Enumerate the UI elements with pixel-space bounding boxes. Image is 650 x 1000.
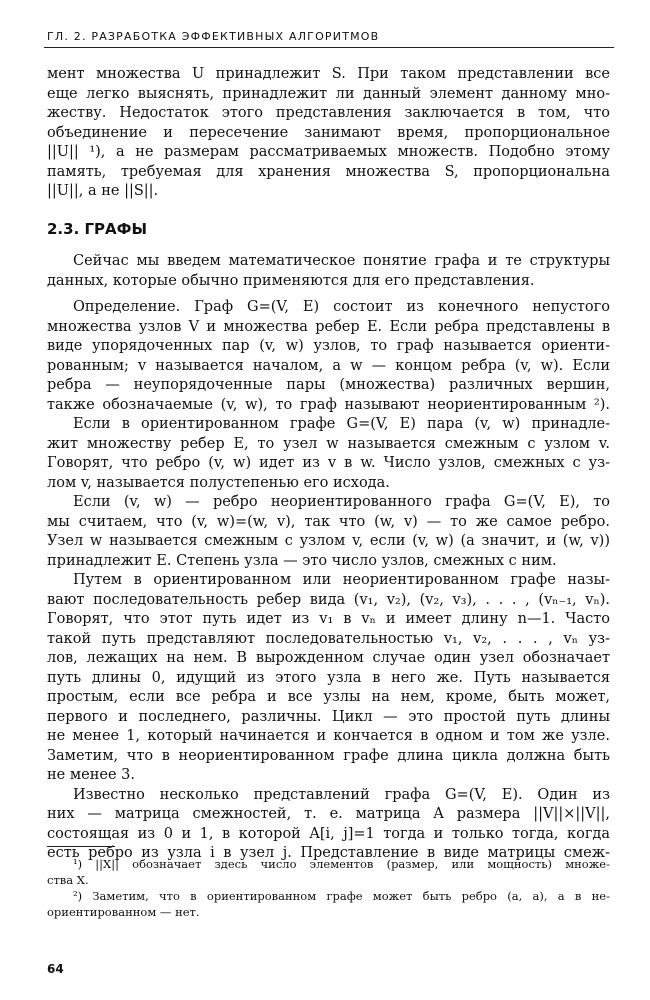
text-line: мент множества U принадлежит S. При таком представлении все — [47, 66, 610, 82]
text-line: Сейчас мы введем математическое понятие графа и те структуры — [73, 253, 610, 269]
text-line: путь длины 0, идущий из этого узла в него же. Путь называется — [47, 669, 610, 686]
text-line: еще легко выяснять, принадлежит ли данный элемент данному мно- — [47, 85, 610, 102]
footnote-line: ориентированном — нет. — [47, 905, 200, 919]
footnotes — [47, 856, 610, 920]
text-line: Заметим, что в неориентированном графе длина цикла должна быть — [47, 747, 610, 764]
text-line: Путем в ориентированном или неориентированном графе назы- — [73, 572, 610, 588]
text-line: ||U||, а не ||S||. — [47, 183, 159, 199]
running-header: ГЛ. 2. РАЗРАБОТКА ЭФФЕКТИВНЫХ АЛГОРИТМОВ — [47, 30, 380, 43]
text-line: не менее 3. — [47, 767, 135, 783]
text-line: жит множеству ребер E, то узел w называется смежным с узлом v. — [47, 435, 610, 452]
text-line: мы считаем, что (v, w)=(w, v), так что (w, v) — то же самое ребро. — [47, 513, 610, 530]
text-line: лом v, называется полустепенью его исхода. — [47, 474, 390, 491]
text-line: ребра — неупорядоченные пары (множества) различных вершин, — [47, 377, 610, 393]
footnote-line: ¹) ||X|| обозначает здесь число элементов (размер, или мощность) множе- — [73, 857, 610, 871]
text-line: вают последовательность ребер вида (v₁, v₂), (v₂, v₃), . . . , (vₙ₋₁, vₙ). — [47, 591, 610, 608]
text-line: память, требуемая для хранения множества S, пропорциональна — [47, 163, 610, 180]
footnote-line: ства X. — [47, 873, 89, 887]
intro-paragraph — [47, 65, 610, 202]
text-line: множества узлов V и множества ребер E. Если ребра представлены в — [47, 318, 610, 335]
text-line: Если в ориентированном графе G=(V, E) пара (v, w) принадле- — [73, 416, 610, 432]
text-line: Известно несколько представлений графа G=(V, E). Один из — [73, 786, 610, 803]
definition-paragraph — [47, 298, 610, 864]
text-line: Определение. Граф G=(V, E) состоит из конечного непустого — [73, 299, 610, 315]
text-line: объединение и пересечение занимают время, пропорциональное — [47, 124, 610, 141]
header-rule — [44, 47, 614, 48]
text-line: не менее 1, который начинается и кончается в одном и том же узле. — [47, 728, 610, 744]
text-line: также обозначаемые (v, w), то граф называют неориентированным ²). — [47, 396, 610, 413]
text-line: есть ребро из узла i в узел j. Представление в виде матрицы смеж- — [47, 845, 610, 861]
text-line: жеству. Недостаток этого представления заключается в том, что — [47, 105, 610, 121]
text-line: данных, которые обычно применяются для его представления. — [47, 272, 535, 289]
text-line: состоящая из 0 и 1, в которой A[i, j]=1 тогда и только тогда, когда — [47, 825, 610, 842]
text-line: Узел w называется смежным с узлом v, если (v, w) (а значит, и (w, v)) — [47, 533, 610, 549]
section-intro-paragraph — [47, 252, 610, 291]
text-line: ||U|| ¹), а не размерам рассматриваемых множеств. Подобно этому — [47, 144, 610, 160]
text-line: такой путь представляют последовательностью v₁, v₂, . . . , vₙ уз- — [47, 630, 610, 647]
text-line: принадлежит E. Степень узла — это число узлов, смежных с ним. — [47, 552, 557, 569]
text-line: Если (v, w) — ребро неориентированного графа G=(V, E), то — [73, 494, 610, 510]
text-line: виде упорядоченных пар (v, w) узлов, то граф называется ориенти- — [47, 338, 610, 354]
text-line: рованным; v называется началом, а w — концом ребра (v, w). Если — [47, 357, 610, 374]
footnote-rule — [47, 846, 115, 847]
section-heading: 2.3. ГРАФЫ — [47, 220, 148, 238]
text-line: Говорят, что ребро (v, w) идет из v в w. Число узлов, смежных с уз- — [47, 455, 610, 471]
text-line: лов, лежащих на нем. В вырожденном случае один узел обозначает — [47, 650, 610, 666]
footnote-line: ²) Заметим, что в ориентированном графе может быть ребро (a, a), а в не- — [73, 889, 610, 903]
text-line: простым, если все ребра и все узлы на нем, кроме, быть может, — [47, 689, 610, 705]
text-line: них — матрица смежностей, т. е. матрица A размера ||V||×||V||, — [47, 806, 610, 822]
text-line: первого и последнего, различны. Цикл — это простой путь длины — [47, 708, 610, 725]
text-line: Говорят, что этот путь идет из v₁ в vₙ и имеет длину n—1. Часто — [47, 611, 610, 627]
page-number: 64 — [47, 962, 64, 976]
